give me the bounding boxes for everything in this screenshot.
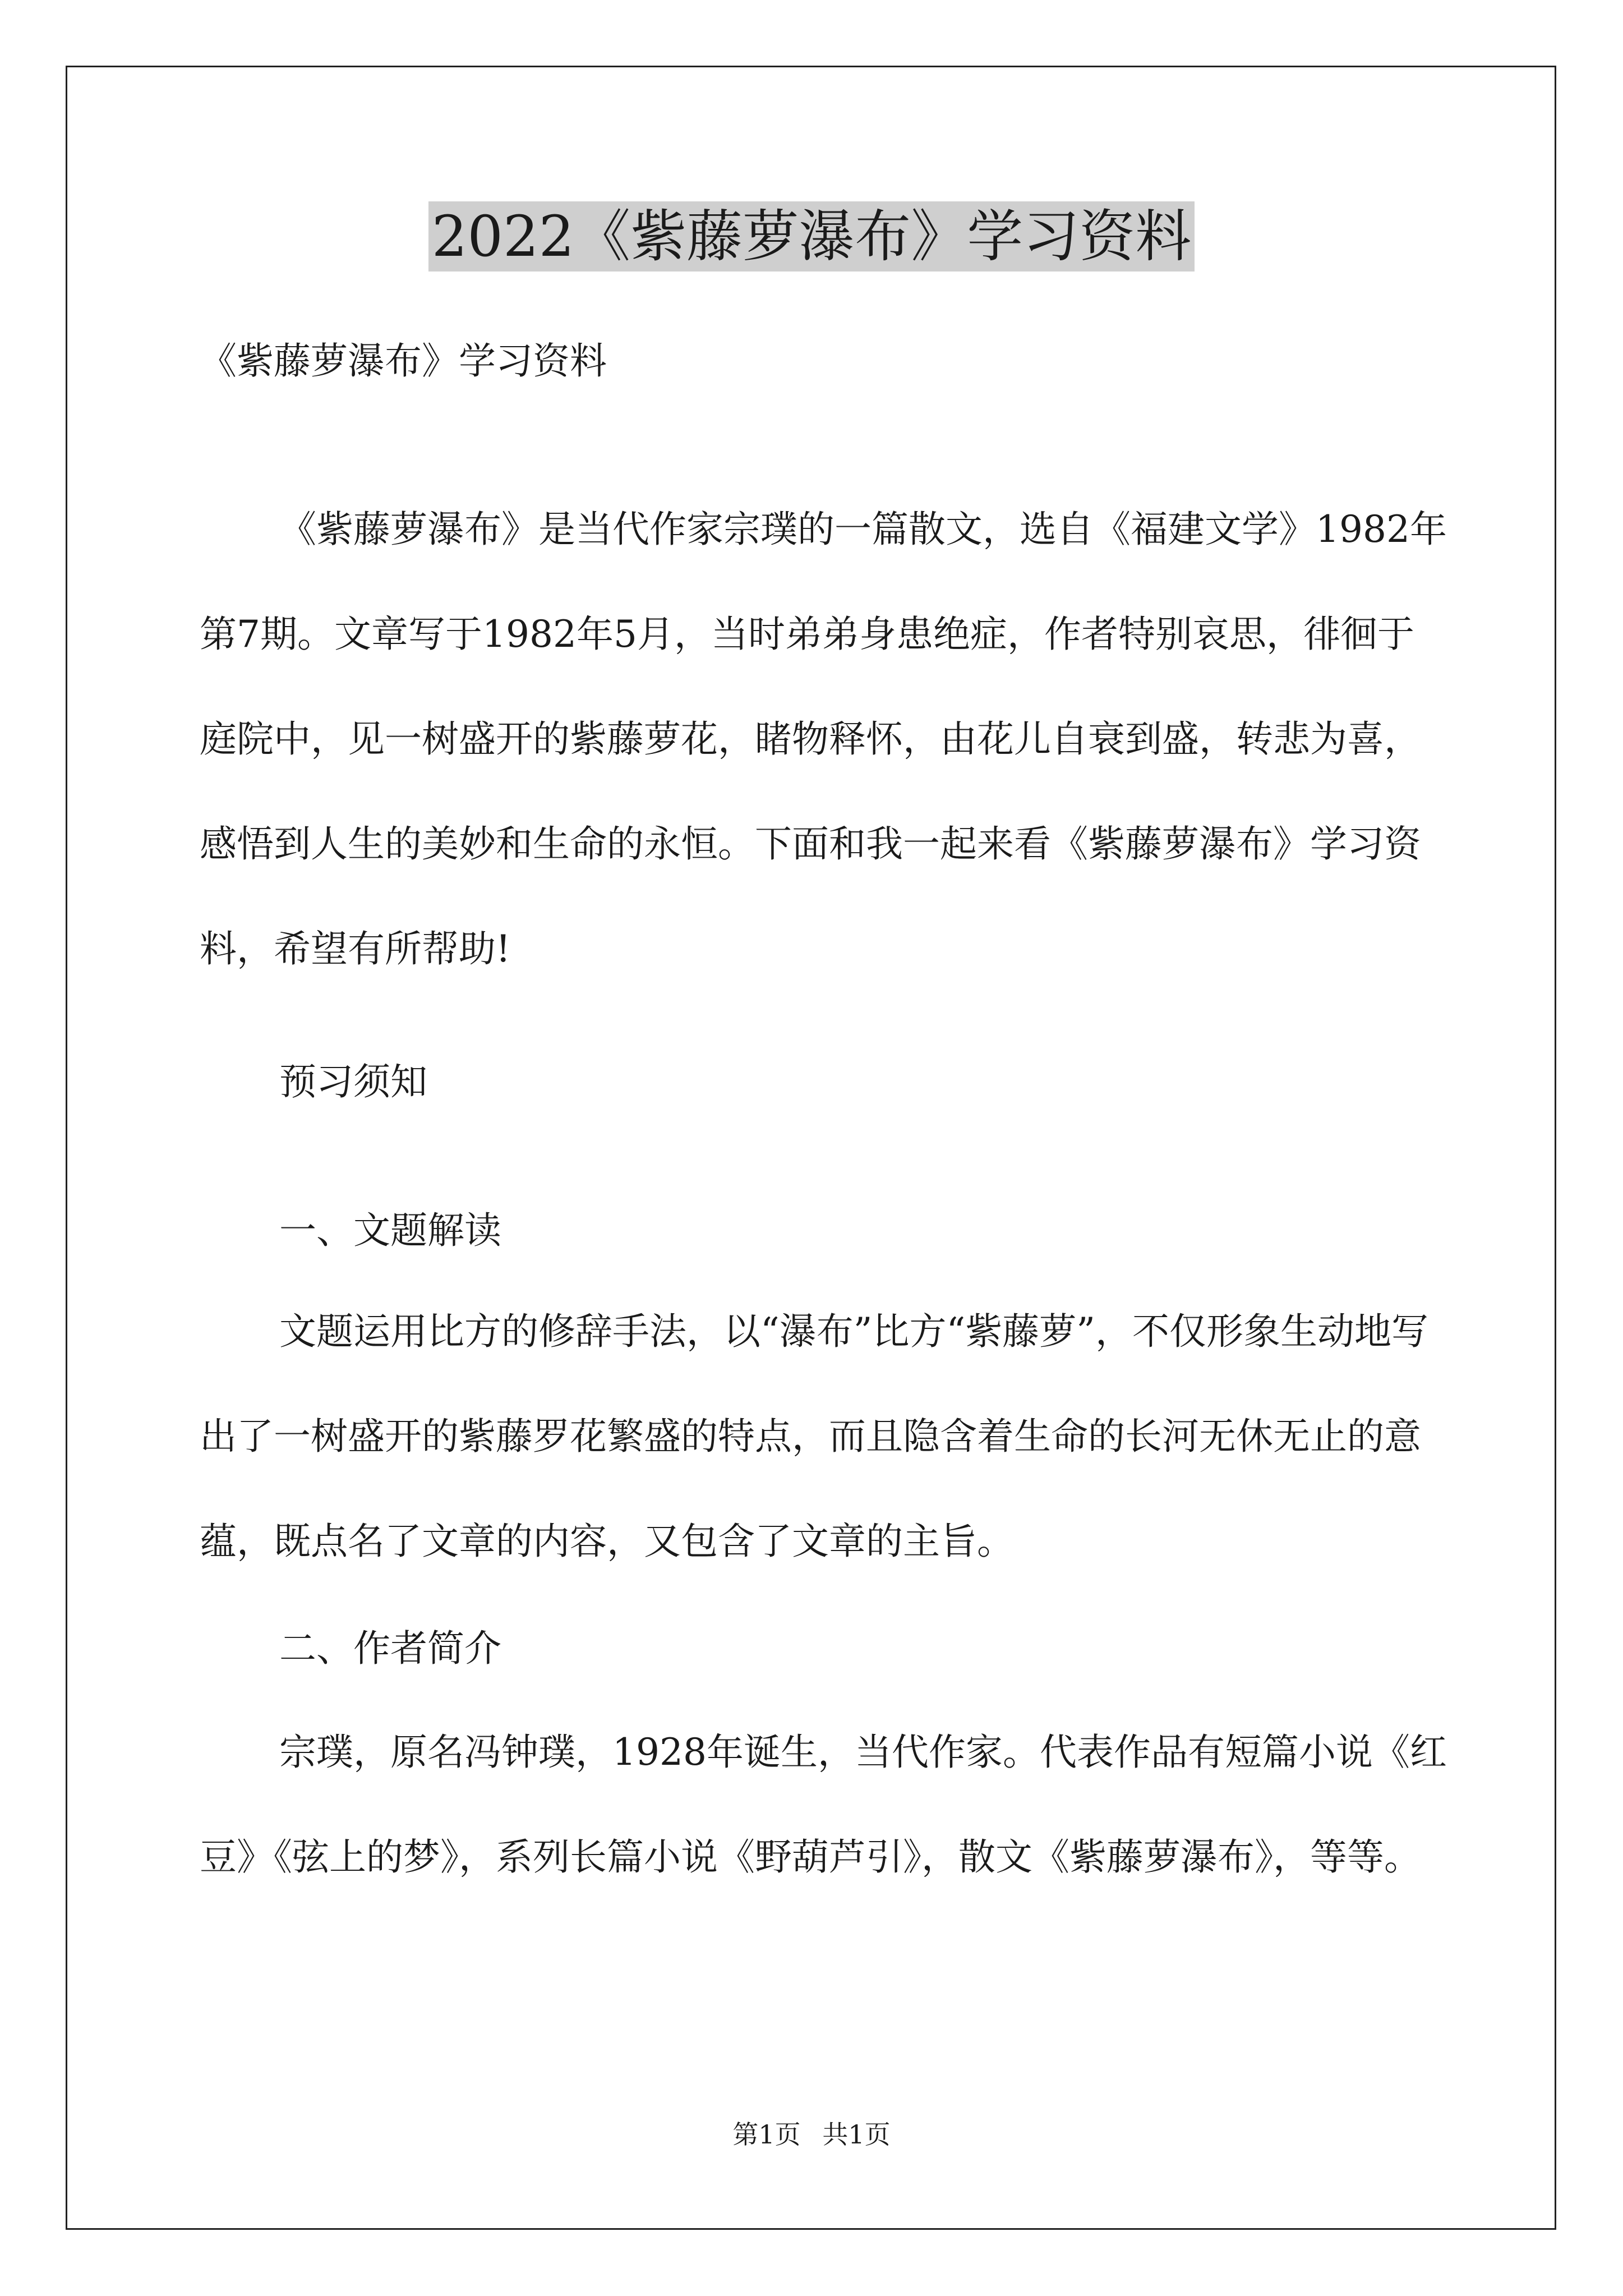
intro-paragraph: 《紫藤萝瀑布》是当代作家宗璞的一篇散文，选自《福建文学》1982年第7期。文章写于1982年5月，当时弟弟身患绝症，作者特别哀思，徘徊于庭院中，见一树盛开的紫藤萝花，睹物释怀，由花儿自衰到盛，转悲为喜，感悟到人生的美妙和生命的永恒。下面和我一起来看《紫藤萝瀑布》学习资料，希望有所帮助! <box>200 508 1447 970</box>
document-subtitle: 《紫藤萝瀑布》学习资料 <box>200 339 607 383</box>
page-number-current: 第1页 <box>732 2119 801 2150</box>
section-2-heading: 二、作者简介 <box>279 1627 501 1670</box>
section-1-heading: 一、文题解读 <box>279 1209 501 1252</box>
document-title <box>0 197 1623 276</box>
page-number-total: 共1页 <box>822 2119 891 2150</box>
section-2-paragraph: 宗璞，原名冯钟璞，1928年诞生，当代作家。代表作品有短篇小说《红豆》《弦上的梦》，系列长篇小说《野葫芦引》，散文《紫藤萝瀑布》，等等。 <box>200 1731 1447 1879</box>
page-footer <box>0 2118 1623 2151</box>
document-title-text: 2022《紫藤萝瀑布》学习资料 <box>428 201 1195 272</box>
prep-heading: 预习须知 <box>279 1060 427 1103</box>
section-1-paragraph: 文题运用比方的修辞手法，以“瀑布”比方“紫藤萝”，不仅形象生动地写出了一树盛开的紫藤罗花繁盛的特点，而且隐含着生命的长河无休无止的意蕴，既点名了文章的内容，又包含了文章的主旨。 <box>200 1310 1428 1563</box>
